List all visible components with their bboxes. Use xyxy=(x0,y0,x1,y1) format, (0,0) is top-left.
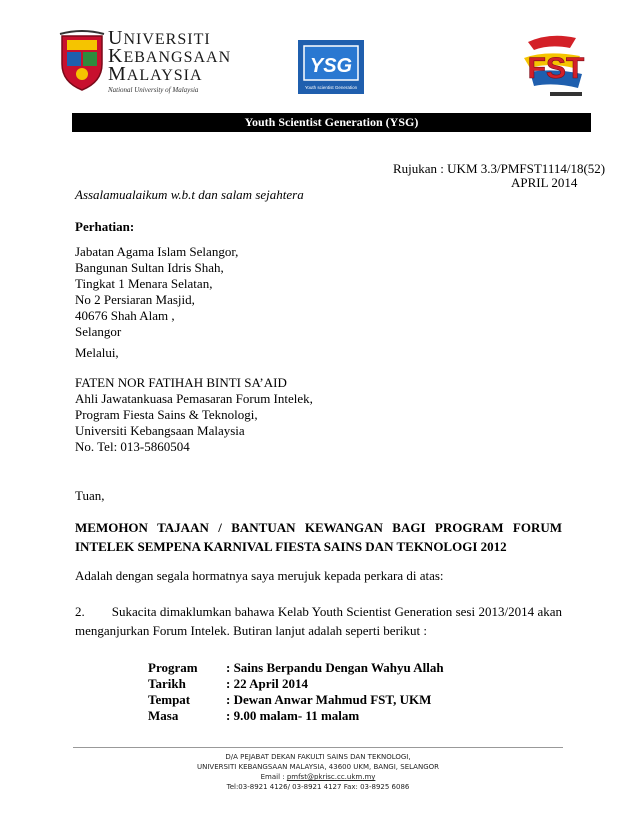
footer-line-4: Tel:03-8921 4126/ 03-8921 4127 Fax: 03-8925 6086 xyxy=(226,783,410,791)
attention-label: Perhatian: xyxy=(75,219,135,234)
address-line: Jabatan Agama Islam Selangor, xyxy=(75,244,239,259)
footer xyxy=(73,752,563,792)
detail-key: Program xyxy=(148,660,198,675)
paragraph-2 xyxy=(75,602,562,640)
detail-row xyxy=(148,660,444,676)
via-label: Melalui, xyxy=(75,345,119,360)
detail-row xyxy=(148,708,444,724)
ysg-logo-subtext: Youth scientist Generation xyxy=(304,85,358,90)
ukm-tagline: National University of Malaysia xyxy=(108,86,199,94)
detail-key: Masa xyxy=(148,708,179,723)
ukm-name-line-3: MALAYSIA xyxy=(108,63,203,85)
detail-row xyxy=(148,676,444,692)
sender-name: FATEN NOR FATIHAH BINTI SA’AID xyxy=(75,375,287,390)
footer-email-link[interactable]: pmfst@pkrisc.cc.ukm.my xyxy=(286,773,376,781)
detail-value: : Sains Berpandu Dengan Wahyu Allah xyxy=(226,660,444,675)
fst-logo xyxy=(520,28,590,100)
address-line: 40676 Shah Alam , xyxy=(75,308,175,323)
sender-block xyxy=(75,375,313,455)
subject-line-2: INTELEK SEMPENA KARNIVAL FIESTA SAINS DAN TEKNOLOGI 2012 xyxy=(75,539,507,554)
ukm-name-line-1: UNIVERSITI xyxy=(108,27,211,49)
ysg-logo-text: YSG xyxy=(309,55,353,77)
footer-line-1: D/A PEJABAT DEKAN FAKULTI SAINS DAN TEKNOLOGI, xyxy=(225,753,411,761)
paragraph-2-line-2: menganjurkan Forum Intelek. Butiran lanjut adalah seperti berikut : xyxy=(75,623,427,638)
footer-email-line xyxy=(73,772,563,782)
sender-line: Program Fiesta Sains & Teknologi, xyxy=(75,407,258,422)
detail-value: : Dewan Anwar Mahmud FST, UKM xyxy=(226,692,432,707)
paragraph-2-line-1: 2. Sukacita dimaklumkan bahawa Kelab Youth Scientist Generation sesi 2013/2014 akan xyxy=(75,604,562,619)
reference-number: Rujukan : UKM 3.3/PMFST1114/18(52) xyxy=(393,161,606,176)
salutation: Tuan, xyxy=(75,488,105,503)
footer-divider xyxy=(73,747,563,748)
footer-email-label: Email : xyxy=(260,773,287,781)
title-banner: Youth Scientist Generation (YSG) xyxy=(72,113,591,132)
subject-line-1: MEMOHON TAJAAN / BANTUAN KEWANGAN BAGI PROGRAM FORUM xyxy=(75,520,562,535)
detail-key: Tempat xyxy=(148,692,191,707)
ysg-logo xyxy=(298,40,364,94)
fst-logo-text: FST xyxy=(527,52,585,85)
detail-row xyxy=(148,692,444,708)
sender-line: Ahli Jawatankuasa Pemasaran Forum Intelek, xyxy=(75,391,313,406)
detail-key: Tarikh xyxy=(148,676,186,691)
recipient-address xyxy=(75,244,238,340)
ukm-name-line-2: KEBANGSAAN xyxy=(108,45,232,67)
ukm-crest-logo xyxy=(58,30,106,92)
address-line: Tingkat 1 Menara Selatan, xyxy=(75,276,213,291)
letter-date: APRIL 2014 xyxy=(511,175,578,190)
sender-phone: No. Tel: 013-5860504 xyxy=(75,439,190,454)
address-line: No 2 Persiaran Masjid, xyxy=(75,292,195,307)
address-line: Selangor xyxy=(75,324,122,339)
footer-line-2: UNIVERSITI KEBANGSAAN MALAYSIA, 43600 UKM, BANGI, SELANGOR xyxy=(196,763,439,771)
ukm-wordmark xyxy=(108,27,232,94)
sender-line: Universiti Kebangsaan Malaysia xyxy=(75,423,245,438)
detail-value: : 9.00 malam- 11 malam xyxy=(226,708,360,723)
greeting: Assalamualaikum w.b.t dan salam sejahtera xyxy=(75,187,304,202)
intro-paragraph: Adalah dengan segala hormatnya saya merujuk kepada perkara di atas: xyxy=(75,568,444,583)
address-line: Bangunan Sultan Idris Shah, xyxy=(75,260,224,275)
event-details xyxy=(148,660,444,724)
detail-value: : 22 April 2014 xyxy=(226,676,308,691)
